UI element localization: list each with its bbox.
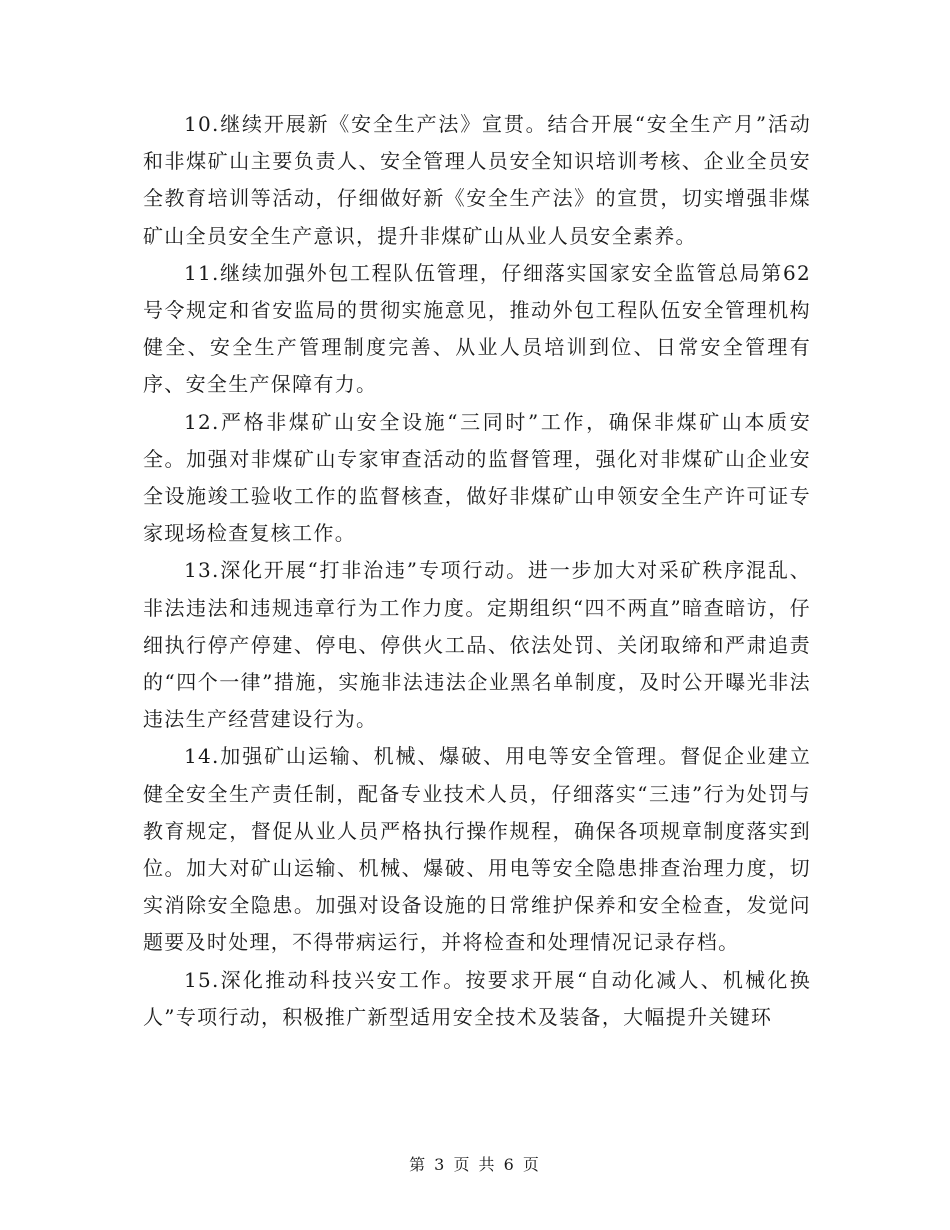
paragraph-13: 13.深化开展“打非治违”专项行动。进一步加大对采矿秩序混乱、非法违法和违规违章行为工作力度。定期组织“四不两直”暗查暗访，仔细执行停产停建、停电、停供火工品、依法处罚、关闭取缔和严肃追责的“四个一律”措施，实施非法违法企业黑名单制度，及时公开曝光非法违法生产经营建设行为。 bbox=[143, 558, 811, 732]
page-number-label: 第 3 页 共 6 页 bbox=[409, 1155, 541, 1174]
paragraph-15: 15.深化推动科技兴安工作。按要求开展“自动化减人、机械化换人”专项行动，积极推广新型适用安全技术及装备，大幅提升关键环 bbox=[143, 967, 811, 1029]
paragraph-14: 14.加强矿山运输、机械、爆破、用电等安全管理。督促企业建立健全安全生产责任制，配备专业技术人员，仔细落实“三违”行为处罚与教育规定，督促从业人员严格执行操作规程，确保各项规章制度落实到位。加大对矿山运输、机械、爆破、用电等安全隐患排查治理力度，切实消除安全隐患。加强对设备设施的日常维护保养和安全检查，发觉问题要及时处理，不得带病运行，并将检查和处理情况记录存档。 bbox=[143, 744, 811, 955]
paragraph-10: 10.继续开展新《安全生产法》宣贯。结合开展“安全生产月”活动和非煤矿山主要负责人、安全管理人员安全知识培训考核、企业全员安全教育培训等活动，仔细做好新《安全生产法》的宣贯，切实增强非煤矿山全员安全生产意识，提升非煤矿山从业人员安全素养。 bbox=[143, 112, 811, 248]
document-body bbox=[143, 106, 811, 1036]
paragraph-11: 11.继续加强外包工程队伍管理，仔细落实国家安全监管总局第62号令规定和省安监局的贯彻实施意见，推动外包工程队伍安全管理机构健全、安全生产管理制度完善、从业人员培训到位、日常安全管理有序、安全生产保障有力。 bbox=[143, 260, 811, 397]
paragraph-12: 12.严格非煤矿山安全设施“三同时”工作，确保非煤矿山本质安全。加强对非煤矿山专家审查活动的监督管理，强化对非煤矿山企业安全设施竣工验收工作的监督核查，做好非煤矿山申领安全生产许可证专家现场检查复核工作。 bbox=[143, 409, 811, 546]
page-footer bbox=[0, 1152, 950, 1175]
